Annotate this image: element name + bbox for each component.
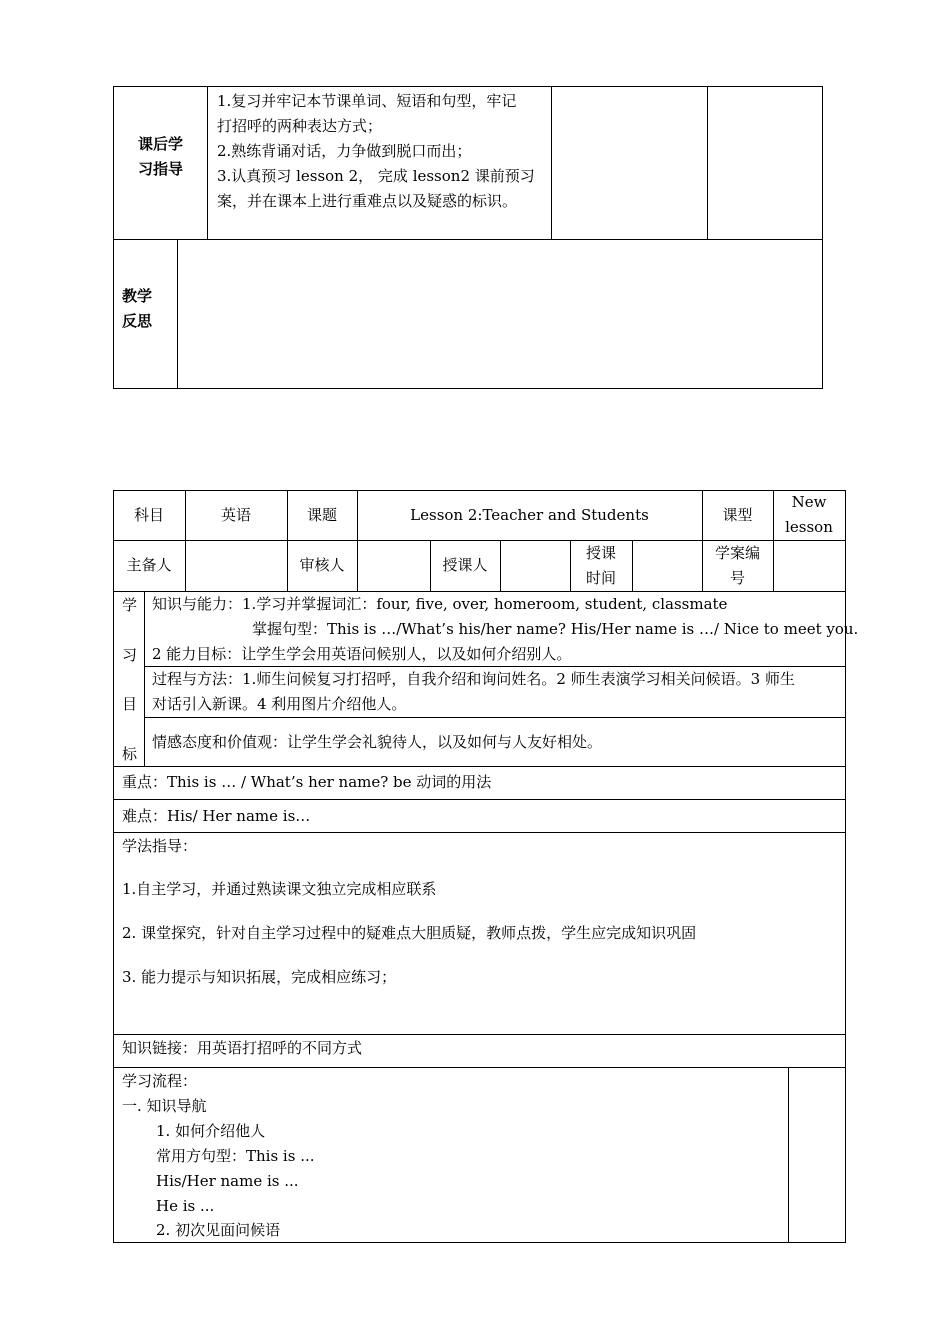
- subject-label: 科目: [133, 505, 164, 524]
- time-label-line: 授课: [585, 543, 616, 562]
- after-class-line: 3.认真预习 lesson 2， 完成 lesson2 课前预习: [217, 167, 535, 185]
- process-item-line: His/Her name is ...: [156, 1172, 299, 1190]
- method-item: 3. 能力提示与知识拓展，完成相应练习；: [122, 968, 397, 986]
- time-label: [570, 540, 632, 591]
- goals-label-char: 目: [122, 695, 138, 713]
- process-item-line: 常用方句型：This is ...: [156, 1147, 315, 1165]
- goals-label-char: 标: [122, 745, 138, 763]
- process-item-line: He is ...: [156, 1197, 215, 1215]
- key-point: 重点：This is … / What’s her name? be 动词的用法: [122, 773, 492, 791]
- goal-knowledge-line: 掌握句型：This is …/What’s his/her name? His/Her name is …/ Nice to meet you.: [252, 620, 859, 638]
- plan-number-label-line: 学案编: [714, 543, 760, 562]
- method-item: 1.自主学习，并通过熟读课文独立完成相应联系: [122, 880, 437, 898]
- goal-knowledge-line: 2 能力目标：让学生学会用英语问候别人，以及如何介绍别人。: [152, 645, 572, 663]
- goal-attitude: 情感态度和价值观：让学生学会礼貌待人，以及如何与人友好相处。: [152, 733, 603, 751]
- goal-knowledge-line: 知识与能力：1.学习并掌握词汇：four, five, over, homeroom, student, classmate: [152, 595, 728, 613]
- after-class-line: 1.复习并牢记本节课单词、短语和句型，牢记: [217, 92, 517, 110]
- after-class-line: 案，并在课本上进行重难点以及疑惑的标识。: [217, 192, 518, 210]
- type-value: [773, 490, 845, 540]
- goal-process-line: 对话引入新课。4 利用图片介绍他人。: [152, 695, 407, 713]
- plan-number-label: [702, 540, 773, 591]
- process-section: 一. 知识导航: [122, 1097, 207, 1115]
- topic-label: 课题: [306, 505, 337, 524]
- after-class-line: 2.熟练背诵对话，力争做到脱口而出；: [217, 142, 472, 160]
- time-label-line: 时间: [585, 568, 616, 587]
- goals-label-char: 学: [122, 596, 138, 614]
- goals-label-char: 习: [122, 646, 138, 664]
- after-class-label: 习指导: [138, 160, 184, 178]
- type-value-line: New: [791, 493, 827, 511]
- reflection-label: 反思: [122, 312, 153, 330]
- after-class-line: 打招呼的两种表达方式；: [217, 117, 383, 135]
- after-class-label: 课后学: [138, 135, 184, 153]
- method-item: 2. 课堂探究，针对自主学习过程中的疑难点大胆质疑，教师点拨，学生应完成知识巩固: [122, 924, 697, 942]
- subject-value: 英语: [220, 505, 251, 524]
- process-item: 1. 如何介绍他人: [156, 1122, 266, 1140]
- reflection-label: 教学: [122, 287, 153, 305]
- process-item: 2. 初次见面问候语: [156, 1221, 281, 1239]
- reviewer-label: 审核人: [299, 556, 345, 574]
- method-title: 学法指导：: [122, 837, 198, 855]
- teacher-label: 授课人: [442, 556, 488, 574]
- goal-process-line: 过程与方法：1.师生问候复习打招呼，自我介绍和询问姓名。2 师生表演学习相关问候语。3 师生: [152, 670, 795, 688]
- type-label: 课型: [722, 505, 753, 524]
- process-title: 学习流程：: [122, 1072, 198, 1090]
- difficult-point: 难点：His/ Her name is…: [122, 807, 311, 825]
- knowledge-link: 知识链接：用英语打招呼的不同方式: [122, 1039, 363, 1057]
- type-value-line: lesson: [785, 518, 833, 536]
- plan-number-label-line: 号: [729, 568, 745, 587]
- topic-value: Lesson 2:Teacher and Students: [410, 505, 649, 524]
- preparer-label: 主备人: [126, 556, 172, 574]
